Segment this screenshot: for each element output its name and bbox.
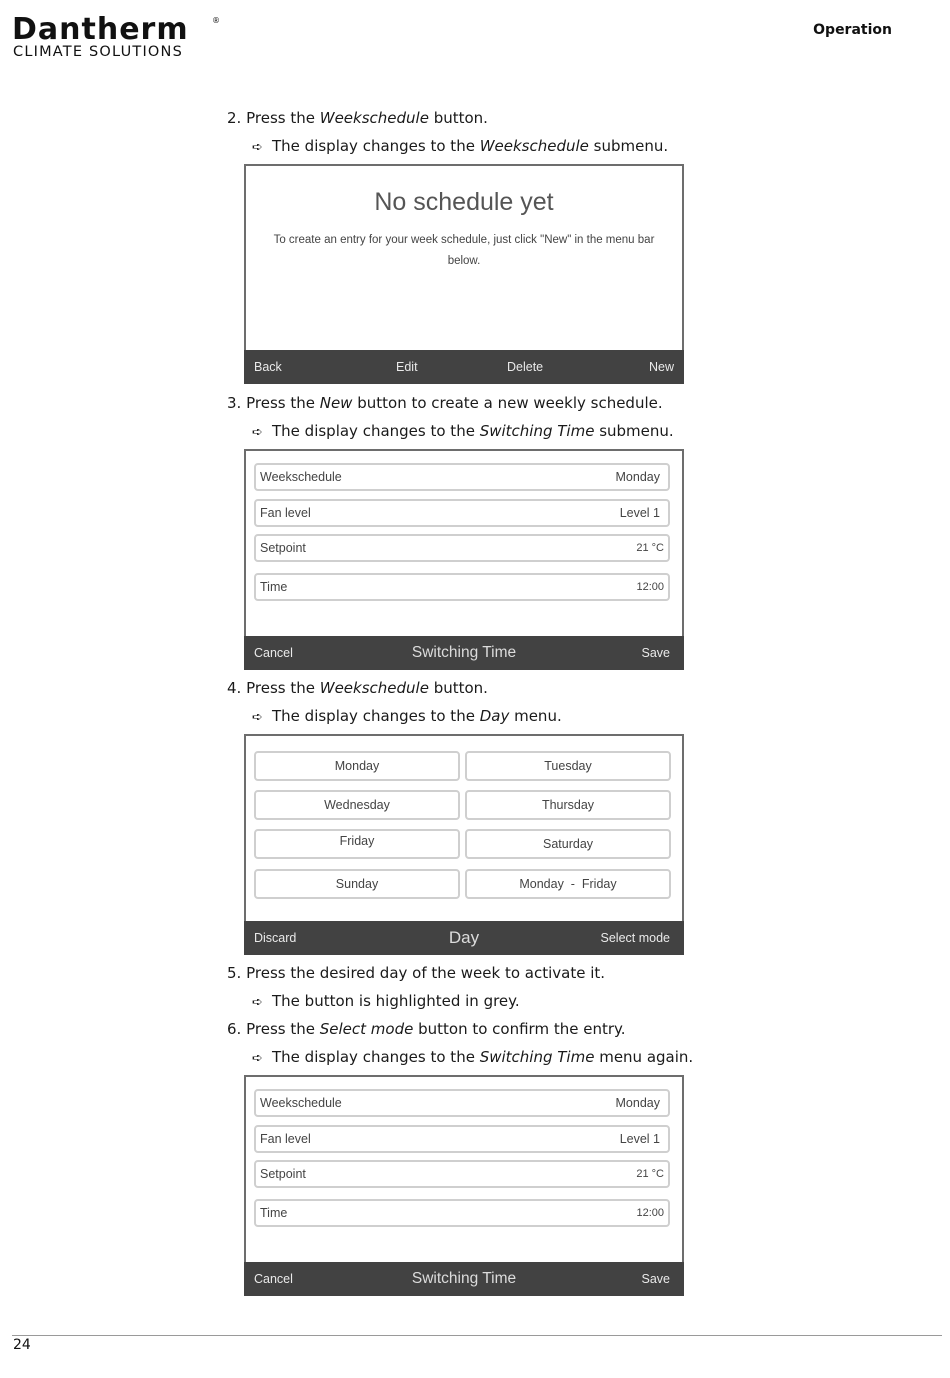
- step-text: button.: [428, 679, 488, 697]
- logo-wordmark: Dantherm: [12, 12, 189, 47]
- step-emphasis: New: [319, 394, 353, 412]
- back-button[interactable]: Back: [254, 360, 282, 374]
- section-title: Operation: [813, 22, 892, 38]
- result-text: submenu.: [588, 137, 669, 155]
- step-number: 2.: [227, 109, 242, 127]
- step-text: Press the: [246, 109, 320, 127]
- day-button-monday-friday[interactable]: Monday - Friday: [465, 869, 671, 899]
- empty-state-text: To create an entry for your week schedule, just click "New" in the menu bar below.: [273, 234, 655, 267]
- field-label: Weekschedule: [260, 1096, 342, 1110]
- result-text: The display changes to the: [272, 1048, 480, 1066]
- switching-time-screen: [244, 449, 684, 670]
- result-text: The display changes to the: [272, 707, 480, 725]
- menu-bar: [244, 921, 684, 955]
- step-text: Press the: [246, 1020, 320, 1038]
- step-text: Press the: [246, 679, 320, 697]
- result-text: menu.: [509, 707, 562, 725]
- step-text: button to create a new weekly schedule.: [352, 394, 663, 412]
- day-screen: [244, 734, 684, 955]
- day-button-sunday[interactable]: Sunday: [254, 869, 460, 899]
- day-button-thursday[interactable]: Thursday: [465, 790, 671, 820]
- save-button[interactable]: Save: [641, 646, 670, 660]
- result-text: The display changes to the: [272, 422, 480, 440]
- cancel-button[interactable]: Cancel: [254, 1272, 293, 1286]
- result-emphasis: Weekschedule: [479, 137, 589, 155]
- menu-bar: [244, 636, 684, 670]
- step-number: 3.: [227, 394, 242, 412]
- day-button-tuesday[interactable]: Tuesday: [465, 751, 671, 781]
- screen-title: Day: [448, 928, 480, 947]
- result-text: submenu.: [594, 422, 674, 440]
- setpoint-field[interactable]: [254, 534, 670, 562]
- result-emphasis: Day: [479, 707, 510, 725]
- result-emphasis: Switching Time: [479, 422, 595, 440]
- step-number: 6.: [227, 1020, 242, 1038]
- footer-divider: [12, 1335, 942, 1336]
- step-5: [227, 963, 605, 983]
- field-value: 21 °C: [636, 542, 664, 554]
- field-label: Fan level: [260, 506, 311, 520]
- field-label: Time: [260, 1206, 288, 1220]
- menu-bar: [244, 350, 684, 384]
- result-2: [252, 136, 668, 158]
- weekschedule-field[interactable]: [254, 1089, 670, 1117]
- step-6: [227, 1019, 626, 1039]
- result-arrow-icon: ➪: [252, 140, 263, 155]
- empty-state-title: No schedule yet: [374, 188, 554, 216]
- field-value: 12:00: [636, 581, 664, 593]
- field-value: Level 1: [619, 506, 660, 520]
- step-text: button to confirm the entry.: [413, 1020, 626, 1038]
- field-value: 21 °C: [636, 1168, 664, 1180]
- field-label: Fan level: [260, 1132, 311, 1146]
- result-arrow-icon: ➪: [252, 995, 263, 1010]
- result-arrow-icon: ➪: [252, 1051, 263, 1066]
- result-text: menu again.: [594, 1048, 694, 1066]
- menu-bar: [244, 1262, 684, 1296]
- step-text: Press the: [246, 394, 320, 412]
- result-emphasis: Switching Time: [479, 1048, 595, 1066]
- step-emphasis: Weekschedule: [319, 109, 429, 127]
- cancel-button[interactable]: Cancel: [254, 646, 293, 660]
- screen-title: Switching Time: [411, 644, 517, 661]
- step-emphasis: Select mode: [319, 1020, 414, 1038]
- logo-tagline: CLIMATE SOLUTIONS: [13, 44, 183, 60]
- day-button-friday[interactable]: Friday: [254, 829, 460, 859]
- select-mode-button[interactable]: Select mode: [600, 931, 670, 945]
- step-2: [227, 108, 488, 128]
- setpoint-field[interactable]: [254, 1160, 670, 1188]
- screen-title: Switching Time: [411, 1270, 517, 1287]
- field-label: Setpoint: [260, 1167, 306, 1181]
- result-text: The display changes to the: [272, 137, 480, 155]
- fan-level-field[interactable]: [254, 499, 670, 527]
- step-4: [227, 678, 488, 698]
- result-6: [252, 1047, 693, 1069]
- result-5: [252, 991, 520, 1013]
- result-4: [252, 706, 562, 728]
- step-number: 5.: [227, 964, 242, 982]
- day-button-wednesday[interactable]: Wednesday: [254, 790, 460, 820]
- discard-button[interactable]: Discard: [254, 931, 297, 945]
- fan-level-field[interactable]: [254, 1125, 670, 1153]
- day-button-saturday[interactable]: Saturday: [465, 829, 671, 859]
- step-emphasis: Weekschedule: [319, 679, 429, 697]
- time-field[interactable]: [254, 573, 670, 601]
- result-text: The button is highlighted in grey.: [272, 992, 520, 1010]
- delete-button[interactable]: Delete: [507, 360, 544, 374]
- page-number: 24: [13, 1337, 31, 1353]
- save-button[interactable]: Save: [641, 1272, 670, 1286]
- step-number: 4.: [227, 679, 242, 697]
- time-field[interactable]: [254, 1199, 670, 1227]
- new-button[interactable]: New: [648, 360, 674, 374]
- day-button-monday[interactable]: Monday: [254, 751, 460, 781]
- weekschedule-field[interactable]: [254, 463, 670, 491]
- field-value: Monday: [615, 1096, 660, 1110]
- edit-button[interactable]: Edit: [396, 360, 418, 374]
- field-value: Monday: [615, 470, 660, 484]
- result-3: [252, 421, 674, 443]
- logo-registered-mark: ®: [212, 16, 220, 25]
- result-arrow-icon: ➪: [252, 425, 263, 440]
- field-value: Level 1: [619, 1132, 660, 1146]
- step-3: [227, 393, 663, 413]
- switching-time-screen-again: [244, 1075, 684, 1296]
- field-label: Time: [260, 580, 288, 594]
- step-text: Press the desired day of the week to activate it.: [246, 964, 606, 982]
- weekschedule-screen: [244, 164, 684, 384]
- result-arrow-icon: ➪: [252, 710, 263, 725]
- step-text: button.: [428, 109, 488, 127]
- field-label: Weekschedule: [260, 470, 342, 484]
- dantherm-logo: [12, 14, 224, 60]
- field-label: Setpoint: [260, 541, 306, 555]
- field-value: 12:00: [636, 1207, 664, 1219]
